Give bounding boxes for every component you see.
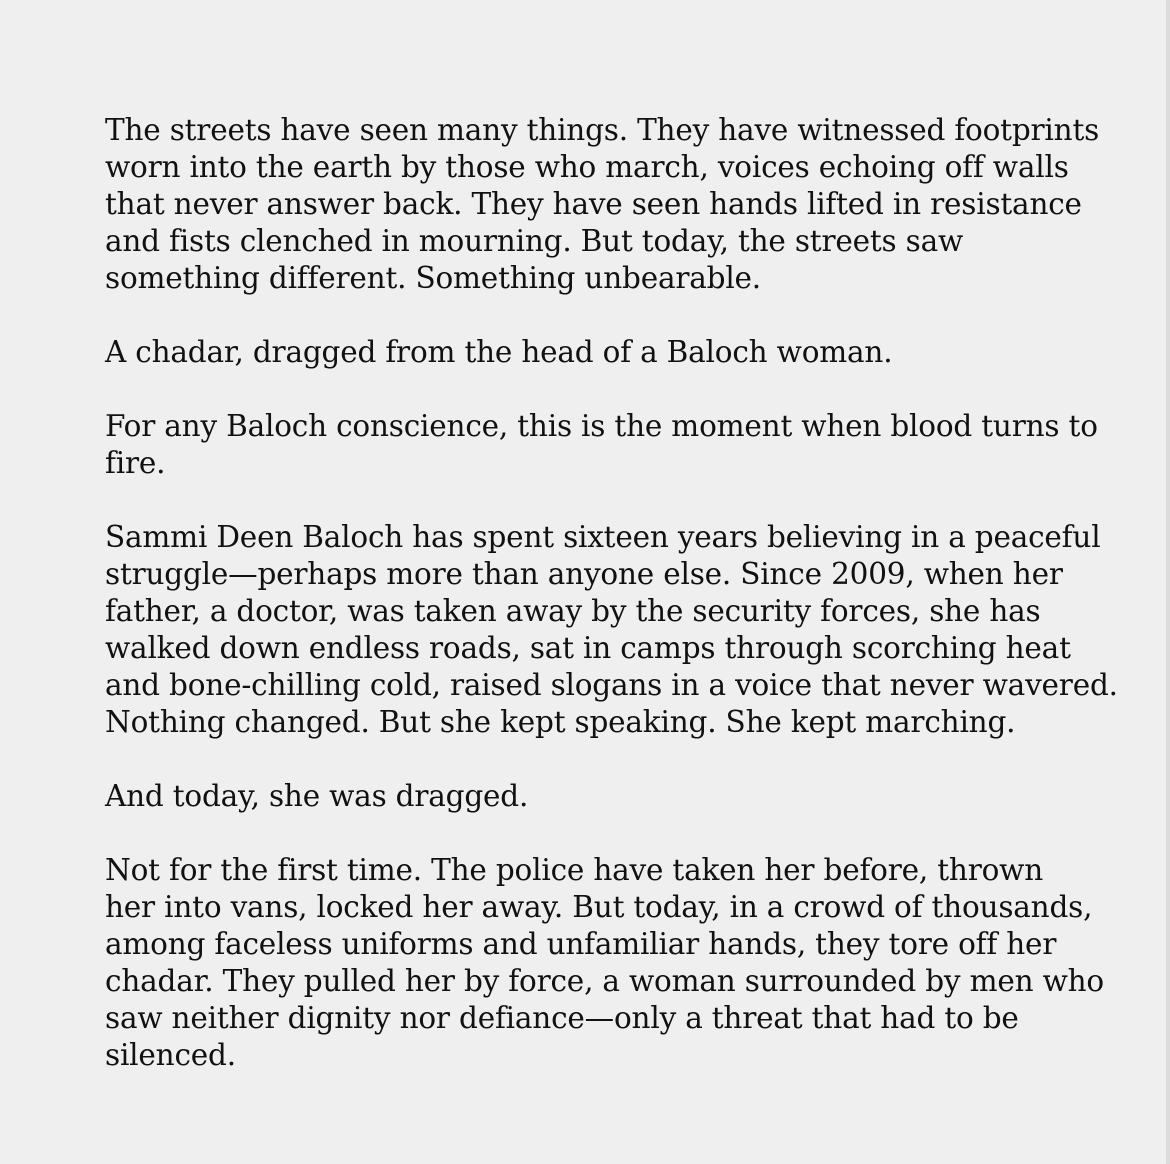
text-line: fire. [105, 446, 166, 480]
text-line: The streets have seen many things. They have witnessed footprints [105, 113, 1100, 147]
text-line: walked down endless roads, sat in camps through scorching heat [105, 631, 1071, 665]
edge-divider [1166, 0, 1170, 1164]
article-body [105, 112, 1118, 1111]
text-line: struggle—perhaps more than anyone else. Since 2009, when her [105, 557, 1063, 591]
text-line: Sammi Deen Baloch has spent sixteen years believing in a peaceful [105, 520, 1101, 554]
text-line: among faceless uniforms and unfamiliar hands, they tore off her [105, 927, 1057, 961]
text-line: And today, she was dragged. [105, 779, 529, 813]
text-line: and bone-chilling cold, raised slogans in a voice that never wavered. [105, 668, 1118, 702]
text-line: silenced. [105, 1038, 236, 1072]
paragraph-5 [105, 778, 1035, 815]
text-line: her into vans, locked her away. But today, in a crowd of thousands, [105, 890, 1093, 924]
paragraph-2 [105, 334, 1035, 371]
paragraph-1 [105, 112, 1100, 297]
text-line: A chadar, dragged from the head of a Baloch woman. [105, 335, 893, 369]
text-line: chadar. They pulled her by force, a woman surrounded by men who [105, 964, 1104, 998]
text-line: something different. Something unbearable. [105, 261, 761, 295]
text-line: father, a doctor, was taken away by the security forces, she has [105, 594, 1041, 628]
text-line: saw neither dignity nor defiance—only a threat that had to be [105, 1001, 1019, 1035]
text-line: and fists clenched in mourning. But today, the streets saw [105, 224, 964, 258]
text-line: Nothing changed. But she kept speaking. She kept marching. [105, 705, 1016, 739]
paragraph-4 [105, 519, 1118, 741]
text-line: worn into the earth by those who march, voices echoing off walls [105, 150, 1069, 184]
text-line: For any Baloch conscience, this is the moment when blood turns to [105, 409, 1098, 443]
text-line: Not for the first time. The police have taken her before, thrown [105, 853, 1044, 887]
paragraph-6 [105, 852, 1104, 1074]
text-line: that never answer back. They have seen hands lifted in resistance [105, 187, 1082, 221]
paragraph-3 [105, 408, 1098, 482]
